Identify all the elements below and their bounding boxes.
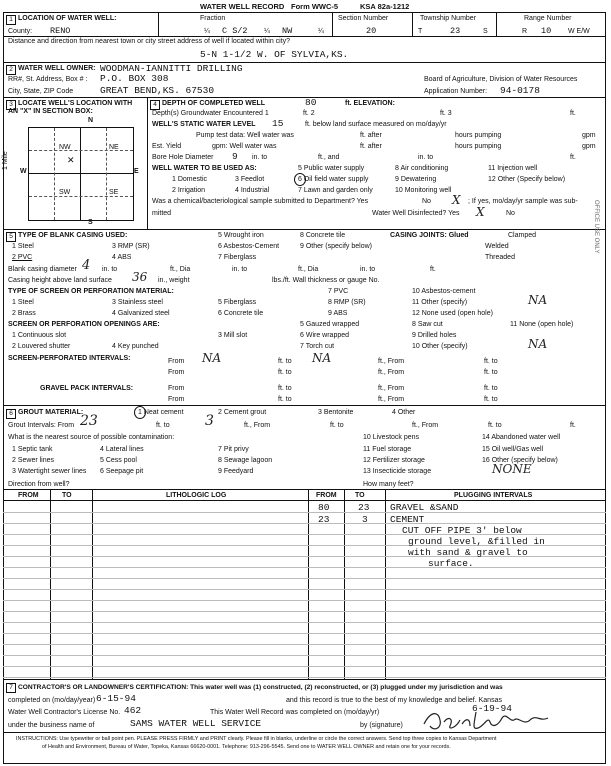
screen-7: 7 PVC bbox=[328, 288, 349, 295]
divider bbox=[496, 12, 497, 36]
office-use-label: OFFICE USE ONLY bbox=[593, 200, 599, 254]
log-rule-line bbox=[3, 655, 606, 656]
casing-in-to3: in. to bbox=[360, 266, 376, 273]
contam-8: 8 Sewage lagoon bbox=[218, 457, 273, 464]
casing-threaded: Threaded bbox=[485, 254, 515, 261]
opening-8: 8 Saw cut bbox=[412, 321, 443, 328]
casing-8: 8 Concrete tile bbox=[300, 232, 346, 239]
fraction-q3: ¼ bbox=[318, 28, 324, 35]
township-s: S bbox=[483, 28, 488, 35]
opening-9: 9 Drilled holes bbox=[412, 332, 457, 339]
log-rule-line bbox=[3, 589, 606, 590]
casing-in-to2: in. to bbox=[232, 266, 248, 273]
casing-4: 4 ABS bbox=[112, 254, 132, 261]
fraction-q3-value: NW bbox=[282, 26, 293, 36]
opening-7: 7 Torch cut bbox=[300, 343, 335, 350]
form-number: Form WWC-5 bbox=[291, 2, 339, 11]
completed-label: completed on (mo/day/year) bbox=[8, 697, 96, 704]
est-yield-label: Est. Yield bbox=[152, 143, 182, 150]
gpi-ft-to-3: ft. to bbox=[278, 396, 292, 403]
casing-2: 2 PVC bbox=[12, 254, 33, 261]
township-t: T bbox=[418, 28, 423, 35]
log-rule-line bbox=[3, 567, 606, 568]
spi-ft-from-2: ft., From bbox=[378, 369, 405, 376]
plug-row-2-from: 23 bbox=[318, 514, 330, 525]
contam-16-value: NONE bbox=[492, 462, 532, 476]
map-s: S bbox=[88, 219, 93, 226]
use-12: 12 Other (Specify below) bbox=[488, 176, 566, 183]
log-rule-line bbox=[3, 633, 606, 634]
screen-11-value: NA bbox=[528, 293, 548, 307]
spi-label: SCREEN-PERFORATED INTERVALS: bbox=[8, 355, 131, 362]
plug-note-3: with sand & gravel to bbox=[408, 547, 528, 558]
contam-9: 9 Feedyard bbox=[218, 468, 254, 475]
grout-1: 1 Neat cement bbox=[138, 409, 184, 416]
license-label: Water Well Contractor's License No. bbox=[8, 709, 121, 716]
bore-ft-and: ft., and bbox=[318, 154, 340, 161]
grid-ne: NE bbox=[109, 144, 119, 151]
instructions-1: INSTRUCTIONS: Use typewriter or ball point pen. PLEASE PRESS FIRMLY and PRINT clearly. Please fill in blanks, underline or circle the correct answers. Send top three copies to Kansas Department bbox=[16, 736, 497, 742]
grout-2: 2 Cement grout bbox=[218, 409, 267, 416]
groundwater-ft2: ft. 2 bbox=[303, 110, 315, 117]
casing-dia-label: Blank casing diameter bbox=[8, 266, 77, 273]
city-value: GREAT BEND,KS. 67530 bbox=[100, 85, 215, 96]
use-3: 3 Feedlot bbox=[235, 176, 265, 183]
gpi-from: From bbox=[168, 385, 185, 392]
spi-to-value: NA bbox=[312, 351, 332, 365]
use-6-circle bbox=[294, 173, 306, 186]
application-value: 94-0178 bbox=[500, 85, 540, 96]
record-value: 6-19-94 bbox=[472, 703, 512, 714]
spi-ft-from: ft., From bbox=[378, 358, 405, 365]
casing-6: 6 Asbestos-Cement bbox=[218, 243, 280, 250]
contam-7: 7 Pit privy bbox=[218, 446, 249, 453]
elevation-label: ft. ELEVATION: bbox=[345, 100, 395, 107]
pump-ft-after: ft. after bbox=[360, 132, 382, 139]
static-level-rest: ft. below land surface measured on mo/day/yr bbox=[305, 121, 447, 128]
est-yield-gpm: gpm: Well water was bbox=[212, 143, 277, 150]
map-mile: 1 Mile bbox=[2, 151, 9, 170]
section-3-number: 3 bbox=[6, 100, 16, 110]
log-rule-line bbox=[3, 512, 606, 513]
grout-1-circle bbox=[134, 406, 146, 419]
grout-ft: ft. bbox=[570, 422, 576, 429]
divider bbox=[3, 489, 606, 490]
opening-6: 6 Wire wrapped bbox=[300, 332, 350, 339]
record-label: This Water Well Record was completed on (mo/day/yr) bbox=[210, 709, 380, 716]
county-label: County: bbox=[8, 28, 33, 35]
casing-5: 5 Wrought iron bbox=[218, 232, 264, 239]
grid-dash-v1 bbox=[54, 128, 55, 220]
owner-label: WATER WELL OWNER: bbox=[18, 65, 96, 72]
log-from-header: FROM bbox=[18, 492, 39, 499]
use-7: 7 Lawn and garden only bbox=[298, 187, 373, 194]
chem-label: Was a chemical/bacteriological sample submitted to Department? Yes bbox=[152, 198, 369, 205]
grout-ft-from: ft., From bbox=[244, 422, 271, 429]
screen-2: 2 Brass bbox=[12, 310, 36, 317]
chem-rest: ; If yes, mo/day/yr sample was sub- bbox=[468, 198, 578, 205]
cert-line1: CONTRACTOR'S OR LANDOWNER'S CERTIFICATION: This water well was (1) constructed, (2) reconstructed, or (3) plugged under my jurisdiction and was bbox=[18, 684, 503, 691]
rr-label: RR#, St. Address, Box # : bbox=[8, 76, 88, 83]
direction-label: Direction from well? bbox=[8, 481, 70, 488]
contam-1: 1 Septic tank bbox=[12, 446, 53, 453]
ksa-number: KSA 82a-1212 bbox=[360, 2, 410, 11]
log-col-3 bbox=[308, 489, 309, 679]
section-6-number: 6 bbox=[6, 409, 16, 419]
completed-rest: and this record is true to the best of my knowledge and belief. Kansas bbox=[286, 697, 502, 704]
log-rule-line bbox=[3, 644, 606, 645]
yield-hours: hours pumping bbox=[455, 143, 502, 150]
screen-label: TYPE OF SCREEN OR PERFORATION MATERIAL: bbox=[8, 288, 174, 295]
pump-gpm: gpm bbox=[582, 132, 596, 139]
instructions-2: of Health and Environment, Bureau of Water, Topeka, Kansas 66620-0001. Telephone: 913-296-5545. Send one to WATER WELL OWNER and retain one for your records. bbox=[42, 744, 451, 750]
groundwater-ft: ft. bbox=[570, 110, 576, 117]
grout-label: GROUT MATERIAL: bbox=[18, 409, 84, 416]
contam-5: 5 Cess pool bbox=[100, 457, 137, 464]
grid-dash-v2 bbox=[106, 128, 107, 220]
litho-header: LITHOLOGIC LOG bbox=[166, 492, 227, 499]
grid-line-v bbox=[80, 128, 81, 220]
map-e: E bbox=[134, 168, 139, 175]
gpi-ft-from: ft., From bbox=[378, 385, 405, 392]
opening-10-value: NA bbox=[528, 337, 548, 351]
form-title: WATER WELL RECORD bbox=[200, 2, 285, 11]
fraction-q1: ¼ bbox=[204, 28, 210, 35]
use-2: 2 Irrigation bbox=[172, 187, 206, 194]
use-10: 10 Monitoring well bbox=[395, 187, 452, 194]
plug-row-2-desc: CEMENT bbox=[390, 514, 425, 525]
casing-9: 9 Other (specify below) bbox=[300, 243, 372, 250]
disinfected-no: No bbox=[506, 210, 515, 217]
use-4: 4 Industrial bbox=[235, 187, 270, 194]
disinfected-label: Water Well Disinfected? Yes bbox=[372, 210, 460, 217]
divider bbox=[3, 62, 606, 63]
divider bbox=[3, 405, 606, 406]
casing-height-value: 36 bbox=[132, 270, 148, 284]
township-label: Township Number bbox=[420, 15, 477, 22]
log-rule-line bbox=[3, 677, 606, 678]
casing-welded: Welded bbox=[485, 243, 509, 250]
plug-row-1-to: 23 bbox=[358, 502, 370, 513]
groundwater-ft3: ft. 3 bbox=[440, 110, 452, 117]
section-map-label-2: AN "X" IN SECTION BOX: bbox=[8, 108, 93, 115]
contam-6: 6 Seepage pit bbox=[100, 468, 144, 475]
spi-ft-to-2: ft. to bbox=[484, 358, 498, 365]
section-2-number: 2 bbox=[6, 65, 16, 75]
location-label: LOCATION OF WATER WELL: bbox=[18, 15, 117, 22]
chem-no: No bbox=[422, 198, 431, 205]
opening-3: 3 Mill slot bbox=[218, 332, 248, 339]
business-label: under the business name of bbox=[8, 722, 95, 729]
grout-from-value: 23 bbox=[80, 413, 98, 429]
casing-ft-dia2: ft., Dia bbox=[298, 266, 319, 273]
contam-4: 4 Lateral lines bbox=[100, 446, 144, 453]
section-7-number: 7 bbox=[6, 683, 16, 693]
spi-ft-to-4: ft. to bbox=[484, 369, 498, 376]
owner-value: WOODMAN-IANNITTI DRILLING bbox=[100, 63, 243, 74]
log-to-header: TO bbox=[62, 492, 72, 499]
how-many-feet: How many feet? bbox=[363, 481, 414, 488]
contam-11: 11 Fuel storage bbox=[363, 446, 412, 453]
grout-intervals-label: Grout Intervals: From bbox=[8, 422, 75, 429]
opening-5: 5 Gauzed wrapped bbox=[300, 321, 360, 328]
mitted: mitted bbox=[152, 210, 172, 217]
fraction-q2: ¼ bbox=[264, 28, 270, 35]
use-5: 5 Public water supply bbox=[298, 165, 365, 172]
section-5-number: 5 bbox=[6, 232, 16, 242]
openings-label: SCREEN OR PERFORATION OPENINGS ARE: bbox=[8, 321, 160, 328]
opening-2: 2 Louvered shutter bbox=[12, 343, 71, 350]
groundwater-label: Depth(s) Groundwater Encountered 1 bbox=[152, 110, 269, 117]
city-label: City, State, ZIP Code bbox=[8, 88, 74, 95]
bore-in-to: in. to bbox=[252, 154, 268, 161]
plug-note-1: CUT OFF PIPE 3' below bbox=[402, 525, 522, 536]
plug-header: PLUGGING INTERVALS bbox=[454, 492, 533, 499]
divider bbox=[3, 36, 606, 37]
rr-value: P.O. BOX 308 bbox=[100, 73, 169, 84]
plug-from-header: FROM bbox=[316, 492, 337, 499]
plug-row-1-from: 80 bbox=[318, 502, 330, 513]
casing-joints: CASING JOINTS: Glued bbox=[390, 232, 469, 239]
log-col-2 bbox=[92, 489, 93, 679]
divider bbox=[3, 500, 606, 501]
gpi-label: GRAVEL PACK INTERVALS: bbox=[40, 385, 134, 392]
casing-height-label: Casing height above land surface bbox=[8, 277, 112, 284]
contam-2: 2 Sewer lines bbox=[12, 457, 55, 464]
gpi-ft-to: ft. to bbox=[278, 385, 292, 392]
contam-13: 13 Insecticide storage bbox=[363, 468, 432, 475]
grout-ft-to: ft. to bbox=[156, 422, 170, 429]
divider bbox=[3, 679, 606, 680]
divider bbox=[3, 732, 606, 733]
log-rule-line bbox=[3, 523, 606, 524]
divider bbox=[147, 97, 148, 229]
by-signature-label: by (signature) bbox=[360, 722, 403, 729]
section-grid[interactable] bbox=[28, 127, 134, 221]
screen-10: 10 Asbestos-cement bbox=[412, 288, 476, 295]
casing-lbs-ft: lbs./ft. Wall thickness or gauge No. bbox=[272, 277, 380, 284]
bore-ft: ft. bbox=[570, 154, 576, 161]
plug-row-2-to: 3 bbox=[362, 514, 368, 525]
contam-15: 15 Oil well/Gas well bbox=[482, 446, 544, 453]
chem-mark: X bbox=[452, 193, 461, 207]
contam-14: 14 Abandoned water well bbox=[482, 434, 561, 441]
plug-note-4: surface. bbox=[428, 558, 474, 569]
section-map-label-1: LOCATE WELL'S LOCATION WITH bbox=[18, 100, 133, 107]
grout-ft-to-3: ft. to bbox=[488, 422, 502, 429]
divider bbox=[3, 229, 606, 230]
spi-from-2: From bbox=[168, 369, 185, 376]
log-col-1 bbox=[50, 489, 51, 679]
grid-se: SE bbox=[109, 189, 119, 196]
casing-1: 1 Steel bbox=[12, 243, 34, 250]
casing-ft-dia: ft., Dia bbox=[170, 266, 191, 273]
casing-height-in: in., weight bbox=[158, 277, 190, 284]
range-value: 10 bbox=[541, 26, 552, 36]
log-rule-line bbox=[3, 611, 606, 612]
spi-ft-to-3: ft. to bbox=[278, 369, 292, 376]
use-9: 9 Dewatering bbox=[395, 176, 437, 183]
opening-4: 4 Key punched bbox=[112, 343, 159, 350]
grid-nw: NW bbox=[59, 144, 71, 151]
bore-value: 9 bbox=[232, 151, 238, 162]
grid-sw: SW bbox=[59, 189, 71, 196]
spi-from-value: NA bbox=[202, 351, 222, 365]
screen-3: 3 Stainless steel bbox=[112, 299, 163, 306]
opening-10: 10 Other (specify) bbox=[412, 343, 468, 350]
county-value: RENO bbox=[50, 26, 71, 36]
spi-ft-to: ft. to bbox=[278, 358, 292, 365]
plug-note-2: ground level, &filled in bbox=[408, 536, 545, 547]
screen-1: 1 Steel bbox=[12, 299, 34, 306]
casing-7: 7 Fiberglass bbox=[218, 254, 257, 261]
grout-ft-to-2: ft. to bbox=[330, 422, 344, 429]
license-value: 462 bbox=[124, 705, 142, 716]
depth-label: DEPTH OF COMPLETED WELL bbox=[162, 100, 266, 107]
casing-in-to: in. to bbox=[102, 266, 118, 273]
use-8: 8 Air conditioning bbox=[395, 165, 449, 172]
screen-8: 8 RMP (SR) bbox=[328, 299, 366, 306]
grout-ft-from-2: ft., From bbox=[412, 422, 439, 429]
location-x-mark: ✕ bbox=[67, 156, 75, 166]
completed-value: 6-15-94 bbox=[96, 693, 136, 704]
casing-dia-value: 4 bbox=[82, 258, 91, 273]
log-col-5 bbox=[385, 489, 386, 679]
screen-12: 12 None used (open hole) bbox=[412, 310, 493, 317]
divider bbox=[412, 12, 413, 36]
distance-label: Distance and direction from nearest town or city street address of well if located within city? bbox=[8, 38, 291, 45]
section-4-number: 4 bbox=[150, 100, 160, 110]
pump-hours: hours pumping bbox=[455, 132, 502, 139]
divider bbox=[158, 12, 159, 36]
screen-5: 5 Fiberglass bbox=[218, 299, 257, 306]
yield-gpm: gpm bbox=[582, 143, 596, 150]
spi-from: From bbox=[168, 358, 185, 365]
pump-test-label: Pump test data: Well water was bbox=[196, 132, 294, 139]
opening-11: 11 None (open hole) bbox=[510, 321, 574, 328]
divider bbox=[332, 12, 333, 36]
range-ew: W E/W bbox=[568, 28, 590, 35]
bore-in-to2: in. to bbox=[418, 154, 434, 161]
use-label: WELL WATER TO BE USED AS: bbox=[152, 165, 257, 172]
casing-3: 3 RMP (SR) bbox=[112, 243, 150, 250]
grout-3: 3 Bentonite bbox=[318, 409, 354, 416]
log-rule-line bbox=[3, 622, 606, 623]
use-6: 6 Oil field water supply bbox=[298, 176, 369, 183]
opening-1: 1 Continuous slot bbox=[12, 332, 67, 339]
section-1-number: 1 bbox=[6, 15, 16, 25]
screen-6: 6 Concrete tile bbox=[218, 310, 264, 317]
gpi-from-2: From bbox=[168, 396, 185, 403]
screen-4: 4 Galvanized steel bbox=[112, 310, 170, 317]
township-value: 23 bbox=[450, 26, 461, 36]
map-n: N bbox=[88, 117, 94, 124]
gpi-ft-to-4: ft. to bbox=[484, 396, 498, 403]
section-number-value: 20 bbox=[366, 26, 377, 36]
range-r: R bbox=[522, 28, 528, 35]
range-label: Range Number bbox=[524, 15, 572, 22]
contam-12: 12 Fertilizer storage bbox=[363, 457, 425, 464]
gpi-ft-to-2: ft. to bbox=[484, 385, 498, 392]
fraction-label: Fraction bbox=[200, 15, 226, 22]
fraction-q2-value: C S/2 bbox=[222, 26, 248, 36]
disinfected-mark: X bbox=[476, 205, 485, 219]
casing-ft: ft. bbox=[430, 266, 436, 273]
log-rule-line bbox=[3, 578, 606, 579]
static-level-value: 15 bbox=[272, 118, 284, 129]
log-rule-line bbox=[3, 666, 606, 667]
use-1: 1 Domestic bbox=[172, 176, 208, 183]
screen-9: 9 ABS bbox=[328, 310, 348, 317]
screen-11: 11 Other (specify) bbox=[412, 299, 468, 306]
map-w: W bbox=[20, 168, 27, 175]
contam-3: 3 Watertight sewer lines bbox=[12, 468, 87, 475]
casing-label: TYPE OF BLANK CASING USED: bbox=[18, 232, 128, 239]
bore-label: Bore Hole Diameter bbox=[152, 154, 214, 161]
grout-4: 4 Other bbox=[392, 409, 416, 416]
application-label: Application Number: bbox=[424, 88, 488, 95]
casing-clamped: Clamped bbox=[508, 232, 537, 239]
grout-to-value: 3 bbox=[205, 413, 214, 429]
distance-value: 5-N 1-1/2 W. OF SYLVIA,KS. bbox=[200, 49, 349, 60]
contam-10: 10 Livestock pens bbox=[363, 434, 420, 441]
section-number-label: Section Number bbox=[338, 15, 389, 22]
log-rule-line bbox=[3, 600, 606, 601]
static-level-label: WELL'S STATIC WATER LEVEL bbox=[152, 121, 256, 128]
grid-line-h bbox=[29, 173, 133, 174]
use-11: 11 Injection well bbox=[488, 165, 538, 172]
board-label: Board of Agriculture, Division of Water Resources bbox=[424, 76, 578, 83]
contam-16: 16 Other (specify below) bbox=[482, 457, 558, 464]
yield-ft-after: ft. after bbox=[360, 143, 382, 150]
plug-to-header: TO bbox=[355, 492, 365, 499]
gpi-ft-from-2: ft., From bbox=[378, 396, 405, 403]
depth-value: 80 bbox=[305, 97, 317, 108]
business-value: SAMS WATER WELL SERVICE bbox=[130, 718, 262, 729]
log-col-4 bbox=[344, 489, 345, 679]
contam-label: What is the nearest source of possible contamination: bbox=[8, 434, 175, 441]
plug-row-1-desc: GRAVEL &SAND bbox=[390, 502, 459, 513]
